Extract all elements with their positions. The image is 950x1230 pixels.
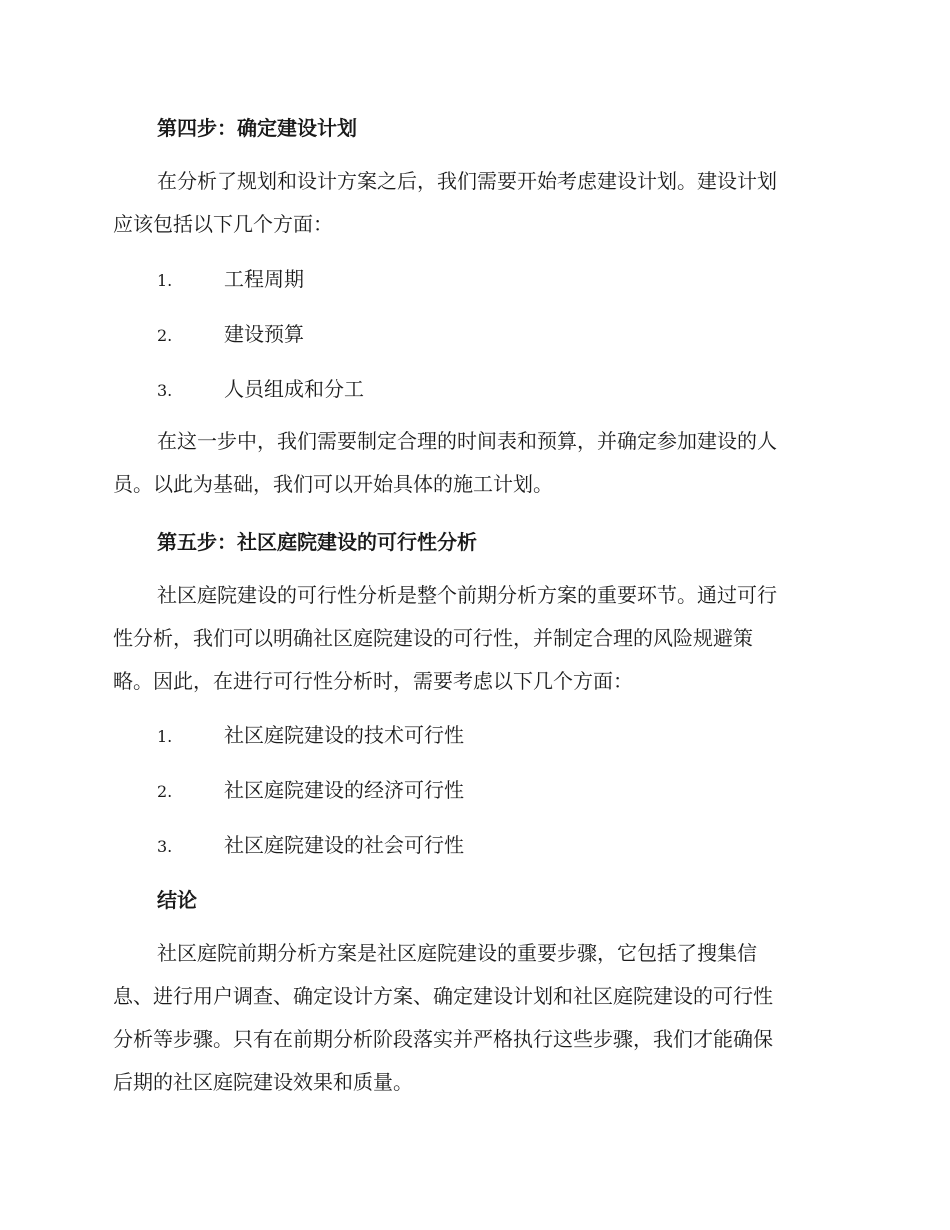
paragraph-line: 性分析，我们可以明确社区庭院建设的可行性，并制定合理的风险规避策 — [113, 626, 753, 650]
list-item — [157, 831, 464, 861]
list-number: 3. — [157, 837, 173, 856]
list-number: 2. — [157, 782, 173, 801]
list-text: 建设预算 — [224, 322, 304, 346]
paragraph-line: 应该包括以下几个方面： — [113, 212, 333, 236]
section-heading-step4: 第四步：确定建设计划 — [157, 116, 357, 140]
list-number: 1. — [157, 727, 173, 746]
list-text: 社区庭院建设的社会可行性 — [224, 833, 464, 857]
paragraph-line: 社区庭院前期分析方案是社区庭院建设的重要步骤，它包括了搜集信 — [157, 941, 757, 965]
list-item — [157, 776, 464, 806]
list-number: 2. — [157, 326, 173, 345]
list-item — [157, 320, 304, 350]
list-item — [157, 265, 304, 295]
paragraph-conclusion — [113, 932, 833, 1104]
section-heading-step5: 第五步：社区庭院建设的可行性分析 — [157, 530, 477, 554]
list-text: 人员组成和分工 — [224, 377, 364, 401]
list-item — [157, 721, 464, 751]
paragraph-line: 略。因此，在进行可行性分析时，需要考虑以下几个方面： — [113, 669, 633, 693]
paragraph-line: 社区庭院建设的可行性分析是整个前期分析方案的重要环节。通过可行 — [157, 583, 777, 607]
paragraph-line: 员。以此为基础，我们可以开始具体的施工计划。 — [113, 472, 553, 496]
paragraph-line: 在分析了规划和设计方案之后，我们需要开始考虑建设计划。建设计划 — [157, 169, 777, 193]
paragraph-line: 息、进行用户调查、确定设计方案、确定建设计划和社区庭院建设的可行性 — [113, 984, 773, 1008]
list-text: 工程周期 — [224, 267, 304, 291]
paragraph-step4-outro — [113, 420, 833, 506]
paragraph-line: 在这一步中，我们需要制定合理的时间表和预算，并确定参加建设的人 — [157, 429, 777, 453]
paragraph-line: 分析等步骤。只有在前期分析阶段落实并严格执行这些步骤，我们才能确保 — [113, 1027, 773, 1051]
paragraph-line: 后期的社区庭院建设效果和质量。 — [113, 1070, 413, 1094]
paragraph-step5-intro — [113, 574, 833, 703]
section-heading-conclusion: 结论 — [157, 888, 197, 912]
list-number: 1. — [157, 271, 173, 290]
list-text: 社区庭院建设的技术可行性 — [224, 723, 464, 747]
list-item — [157, 375, 364, 405]
list-text: 社区庭院建设的经济可行性 — [224, 778, 464, 802]
list-number: 3. — [157, 381, 173, 400]
paragraph-step4-intro — [113, 160, 833, 246]
